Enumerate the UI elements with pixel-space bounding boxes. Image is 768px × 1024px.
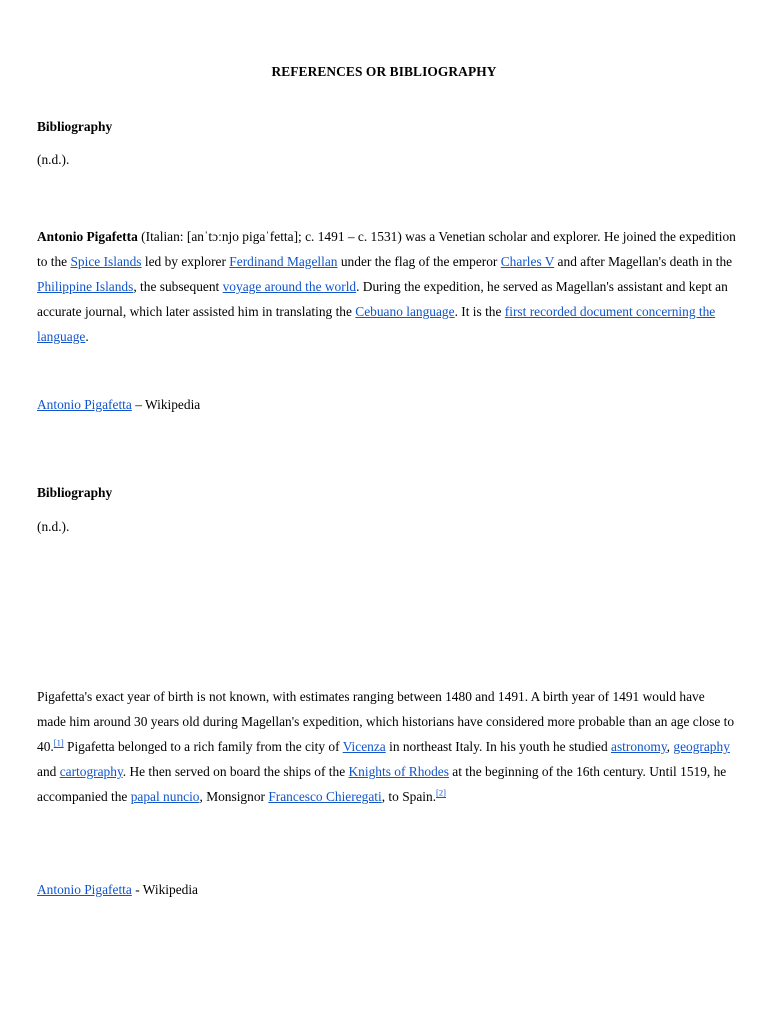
paragraph-text: . During the expedition, he served as Magellan's assistant and kept an accurate journal, which later assisted him in translating the (37, 279, 728, 319)
citation-2: (n.d.). (37, 519, 70, 534)
source-link-antonio-pigafetta[interactable]: Antonio Pigafetta (37, 397, 132, 412)
paragraph-text: . (85, 329, 89, 344)
paragraph-text: in northeast Italy. In his youth he studied (385, 739, 611, 754)
source-line-1 (37, 397, 737, 413)
source-line-2 (37, 882, 737, 898)
link-philippine-islands[interactable]: Philippine Islands (37, 279, 134, 294)
paragraph-text: at the beginning of the 16th century. Until 1519, he accompanied the (37, 764, 727, 804)
paragraph-text: , (666, 739, 674, 754)
link-knights-of-rhodes[interactable]: Knights of Rhodes (348, 764, 449, 779)
paragraph-text: , Monsignor (199, 789, 269, 804)
link-francesco-chieregati[interactable]: Francesco Chieregati (268, 789, 382, 804)
reference-link-2[interactable]: [2] (436, 787, 446, 798)
source-suffix: – Wikipedia (131, 397, 201, 412)
link-vicenza[interactable]: Vicenza (342, 739, 386, 754)
link-cebuano-language[interactable]: Cebuano language (355, 304, 455, 319)
link-papal-nuncio[interactable]: papal nuncio (130, 789, 200, 804)
link-first-recorded-document[interactable]: first recorded document concerning the language (37, 304, 716, 344)
paragraph-text: and after Magellan's death in the (554, 254, 733, 269)
paragraph-1 (37, 224, 737, 349)
bibliography-heading-1: Bibliography (37, 119, 113, 134)
paragraph-text: . It is the (454, 304, 505, 319)
reference-link-1[interactable]: [1] (53, 737, 64, 748)
paragraph-text: Pigafetta's exact year of birth is not known, with estimates ranging between 1480 and 1491. A birth year of 1491 would have made him around 30 years old during Magellan's expedition, which historians have considered more probable than an age close to 40. (37, 689, 735, 754)
bibliography-heading-2: Bibliography (37, 485, 113, 500)
paragraph-text: , the subsequent (133, 279, 223, 294)
reference-marker-1[interactable] (54, 738, 64, 748)
source-suffix: - Wikipedia (131, 882, 198, 897)
paragraph-text: . He then served on board the ships of the (122, 764, 349, 779)
subject-name: Antonio Pigafetta (37, 229, 138, 244)
link-voyage-around-the-world[interactable]: voyage around the world (222, 279, 357, 294)
citation-1: (n.d.). (37, 152, 70, 167)
link-charles-v[interactable]: Charles V (500, 254, 555, 269)
document-title: REFERENCES OR BIBLIOGRAPHY (271, 64, 497, 79)
paragraph-text: under the flag of the emperor (337, 254, 501, 269)
link-spice-islands[interactable]: Spice Islands (70, 254, 142, 269)
paragraph-text: , to Spain. (381, 789, 437, 804)
link-astronomy[interactable]: astronomy (611, 739, 667, 754)
reference-marker-2[interactable] (436, 788, 446, 798)
paragraph-text: and (37, 764, 60, 779)
paragraph-2 (37, 684, 737, 809)
link-cartography[interactable]: cartography (59, 764, 123, 779)
paragraph-text: (Italian: [anˈtɔːnjo pigaˈfetta]; c. 1491 – c. 1531) was a Venetian scholar and explorer. He joined the expedition to the (37, 229, 736, 269)
paragraph-text: Pigafetta belonged to a rich family from the city of (63, 739, 343, 754)
source-link-antonio-pigafetta[interactable]: Antonio Pigafetta (37, 882, 132, 897)
link-ferdinand-magellan[interactable]: Ferdinand Magellan (229, 254, 338, 269)
link-geography[interactable]: geography (673, 739, 730, 754)
paragraph-text: led by explorer (141, 254, 230, 269)
